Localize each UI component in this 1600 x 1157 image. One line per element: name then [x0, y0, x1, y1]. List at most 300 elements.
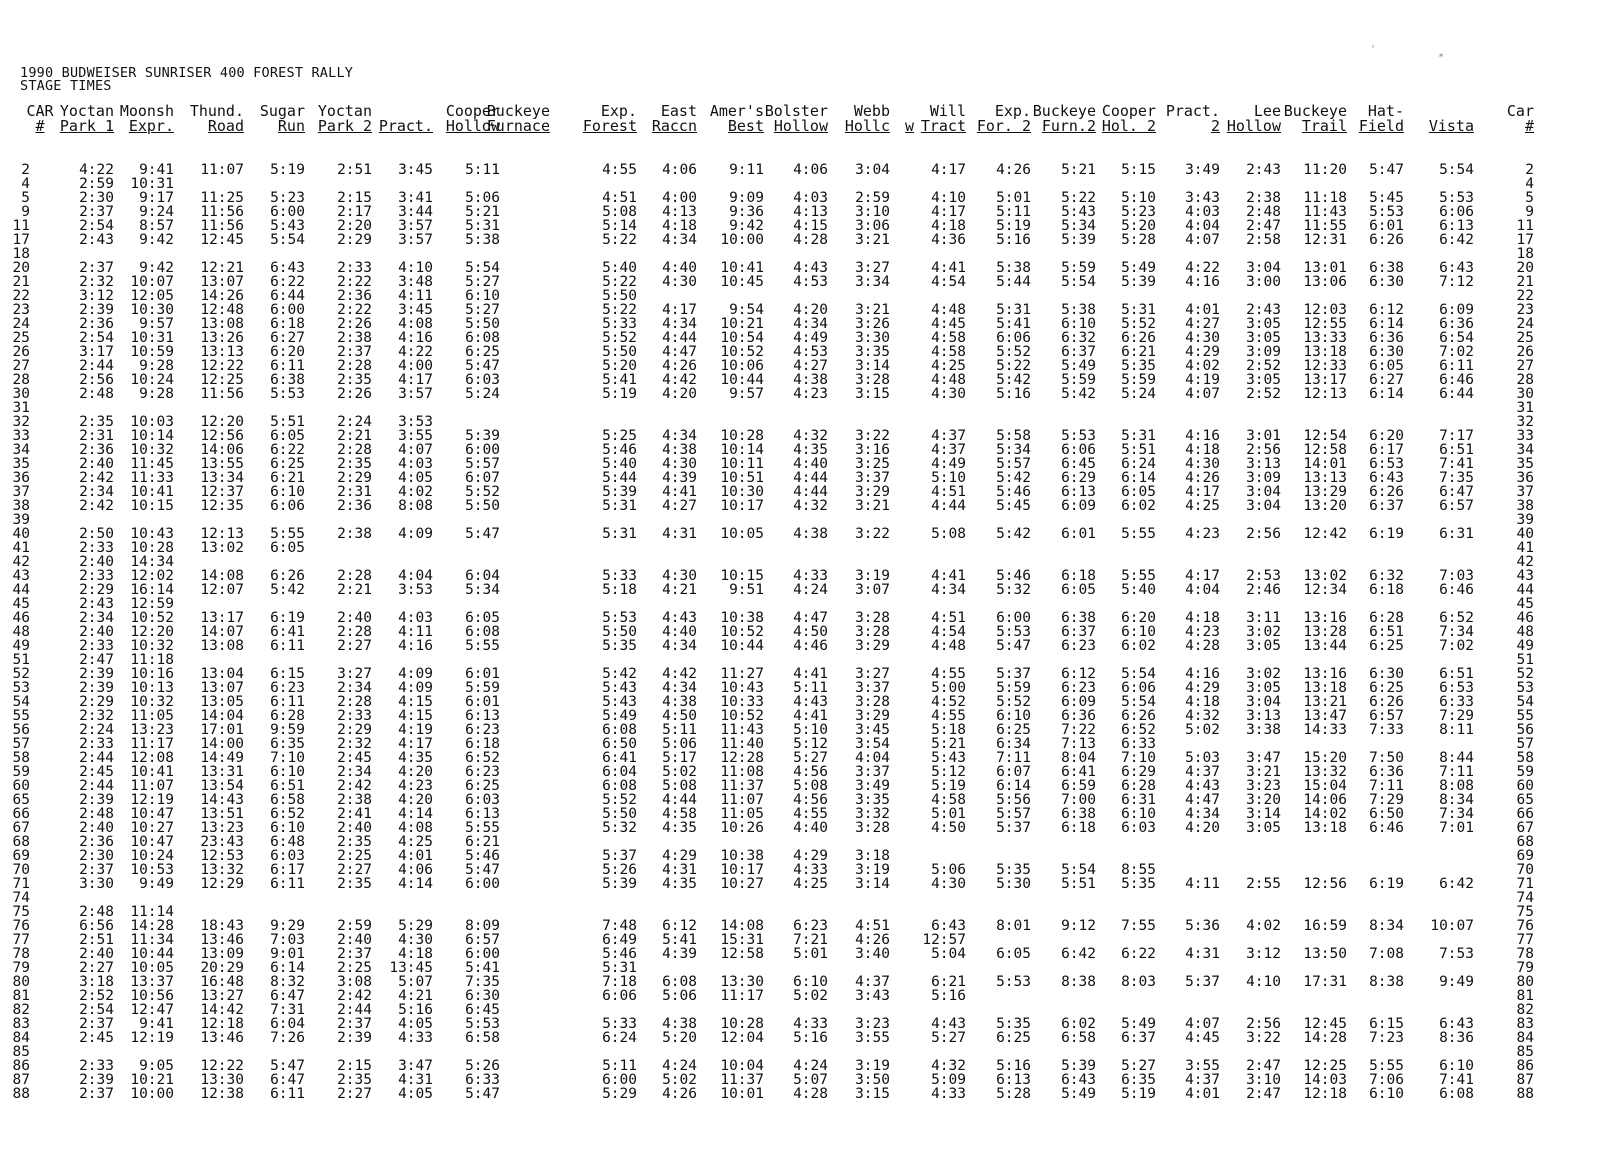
stage-time: 13:20 — [1303, 498, 1347, 514]
stage-time: 2:28 — [337, 358, 372, 374]
stage-time: 2:27 — [337, 638, 372, 654]
stage-time: 2:55 — [1246, 876, 1281, 892]
stage-time: 3:43 — [855, 988, 890, 1004]
car-number: 83 — [12, 1016, 30, 1032]
stage-time: 2:52 — [1246, 358, 1281, 374]
stage-time: 9:09 — [729, 190, 764, 206]
car-number: 33 — [12, 428, 30, 444]
car-number-right: 82 — [1516, 1002, 1534, 1018]
stage-time: 11:18 — [130, 652, 174, 668]
stage-time: 5:23 — [1121, 204, 1156, 220]
stage-time: 5:49 — [1061, 358, 1096, 374]
stage-time: 11:45 — [130, 456, 174, 472]
stage-time: 10:41 — [720, 260, 764, 276]
stage-time: 5:08 — [602, 204, 637, 220]
stage-time: 4:53 — [793, 274, 828, 290]
stage-time: 5:08 — [662, 778, 697, 794]
stage-time: 13:46 — [200, 932, 244, 948]
stage-time: 13:37 — [130, 974, 174, 990]
car-number-right: 46 — [1516, 610, 1534, 626]
stage-time: 3:37 — [855, 470, 890, 486]
stage-time: 6:06 — [1121, 680, 1156, 696]
stage-time: 5:24 — [1121, 386, 1156, 402]
stage-time: 4:51 — [931, 610, 966, 626]
car-number-right: 24 — [1516, 316, 1534, 332]
stage-time: 3:09 — [1246, 344, 1281, 360]
stage-time: 12:02 — [130, 568, 174, 584]
car-number: 4 — [21, 176, 30, 192]
stage-time: 4:28 — [793, 1086, 828, 1102]
stage-time: 10:51 — [720, 470, 764, 486]
stage-time: 2:39 — [79, 666, 114, 682]
stage-time: 4:16 — [398, 638, 433, 654]
stage-time: 5:19 — [1121, 1086, 1156, 1102]
stage-time: 5:51 — [1061, 876, 1096, 892]
stage-time: 4:01 — [1185, 1086, 1220, 1102]
stage-time: 6:20 — [1369, 428, 1404, 444]
stage-time: 12:34 — [1303, 582, 1347, 598]
column-header: Exp. — [600, 102, 637, 120]
stage-time: 5:46 — [465, 848, 500, 864]
stage-time: 5:43 — [1061, 204, 1096, 220]
stage-time: 4:20 — [398, 764, 433, 780]
stage-time: 6:44 — [1439, 386, 1474, 402]
stage-time: 5:35 — [1121, 358, 1156, 374]
stage-time: 6:22 — [270, 274, 305, 290]
stage-time: 4:41 — [662, 484, 697, 500]
stage-time: 5:11 — [465, 162, 500, 178]
car-number-right: 49 — [1516, 638, 1534, 654]
stage-time: 6:42 — [1439, 232, 1474, 248]
stage-time: 13:08 — [200, 316, 244, 332]
car-number: 22 — [12, 288, 30, 304]
stage-time: 4:20 — [1185, 820, 1220, 836]
stage-time: 9:36 — [729, 204, 764, 220]
stage-time: 4:22 — [1185, 260, 1220, 276]
stage-time: 5:39 — [465, 428, 500, 444]
stage-time: 2:35 — [79, 414, 114, 430]
car-number: 30 — [12, 386, 30, 402]
car-number: 77 — [12, 932, 30, 948]
stage-time: 4:16 — [1185, 666, 1220, 682]
stage-time: 5:54 — [1439, 162, 1474, 178]
stage-time: 10:43 — [130, 526, 174, 542]
stage-time: 12:05 — [130, 288, 174, 304]
stage-time: 6:13 — [465, 806, 500, 822]
stage-time: 3:57 — [398, 386, 433, 402]
stage-time: 6:52 — [1439, 610, 1474, 626]
stage-time: 5:28 — [996, 1086, 1031, 1102]
stage-time: 4:34 — [662, 638, 697, 654]
stage-time: 10:16 — [130, 666, 174, 682]
stage-time: 3:28 — [855, 610, 890, 626]
stage-time: 2:36 — [79, 316, 114, 332]
stage-time: 3:30 — [855, 330, 890, 346]
stage-time: 12:42 — [1303, 526, 1347, 542]
stage-time: 6:13 — [996, 1072, 1031, 1088]
stage-time: 10:21 — [130, 1072, 174, 1088]
stage-time: 4:15 — [398, 708, 433, 724]
stage-time: 5:14 — [602, 218, 637, 234]
stage-time: 6:59 — [1061, 778, 1096, 794]
stage-time: 6:07 — [465, 470, 500, 486]
stage-time: 11:17 — [130, 736, 174, 752]
stage-time: 5:42 — [1061, 386, 1096, 402]
stage-time: 11:55 — [1303, 218, 1347, 234]
stage-time: 4:24 — [793, 582, 828, 598]
car-number: 24 — [12, 316, 30, 332]
column-header: Furn.2 — [1041, 117, 1096, 135]
stage-time: 7:48 — [602, 918, 637, 934]
stage-time: 5:55 — [1121, 568, 1156, 584]
stage-time: 6:21 — [1121, 344, 1156, 360]
stage-time: 6:23 — [793, 918, 828, 934]
stage-time: 5:04 — [931, 946, 966, 962]
stage-time: 6:06 — [270, 498, 305, 514]
stage-time: 5:46 — [602, 442, 637, 458]
stage-time: 14:49 — [200, 750, 244, 766]
stage-time: 5:30 — [996, 876, 1031, 892]
stage-time: 3:48 — [398, 274, 433, 290]
stage-time: 4:31 — [398, 1072, 433, 1088]
car-number-right: 28 — [1516, 372, 1534, 388]
stage-time: 6:20 — [1121, 610, 1156, 626]
stage-time: 6:00 — [465, 442, 500, 458]
stage-time: 6:12 — [1369, 302, 1404, 318]
stage-time: 2:43 — [79, 232, 114, 248]
stage-time: 6:10 — [1439, 1058, 1474, 1074]
stage-time: 13:05 — [200, 694, 244, 710]
column-header: w — [905, 117, 915, 135]
stage-time: 5:27 — [465, 274, 500, 290]
stage-time: 3:11 — [1246, 610, 1281, 626]
column-header: Bolster — [764, 102, 828, 120]
stage-time: 6:36 — [1439, 316, 1474, 332]
stage-time: 5:38 — [465, 232, 500, 248]
stage-time: 7:29 — [1369, 792, 1404, 808]
stage-time: 6:19 — [1369, 876, 1404, 892]
car-number-right: 69 — [1516, 848, 1534, 864]
stage-time: 2:54 — [79, 1002, 114, 1018]
stage-time: 4:05 — [398, 1086, 433, 1102]
stage-time: 2:15 — [337, 1058, 372, 1074]
stage-time: 9:28 — [139, 386, 174, 402]
stage-time: 5:12 — [931, 764, 966, 780]
car-number: 78 — [12, 946, 30, 962]
stage-time: 2:42 — [337, 988, 372, 1004]
car-number-right: 60 — [1516, 778, 1534, 794]
stage-time: 2:37 — [79, 1016, 114, 1032]
stage-time: 5:22 — [602, 274, 637, 290]
stage-time: 2:44 — [79, 358, 114, 374]
stage-time: 2:36 — [79, 442, 114, 458]
stage-time: 4:18 — [931, 218, 966, 234]
stage-time: 4:49 — [793, 330, 828, 346]
stage-time: 4:55 — [602, 162, 637, 178]
stage-time: 4:07 — [1185, 386, 1220, 402]
car-number-right: 68 — [1516, 834, 1534, 850]
stage-time: 2:27 — [337, 1086, 372, 1102]
car-number-right: 79 — [1516, 960, 1534, 976]
stage-time: 10:21 — [720, 316, 764, 332]
stage-time: 6:28 — [1121, 778, 1156, 794]
stage-time: 9:42 — [139, 260, 174, 276]
stage-time: 2:17 — [337, 204, 372, 220]
stage-time: 14:42 — [200, 1002, 244, 1018]
stage-time: 5:41 — [465, 960, 500, 976]
car-number: 35 — [12, 456, 30, 472]
car-number: 86 — [12, 1058, 30, 1074]
stage-time: 12:45 — [200, 232, 244, 248]
stage-time: 4:30 — [931, 876, 966, 892]
stage-time: 6:11 — [270, 876, 305, 892]
stage-time: 6:13 — [1061, 484, 1096, 500]
stage-time: 5:18 — [931, 722, 966, 738]
column-header: Thund. — [189, 102, 244, 120]
car-number: 44 — [12, 582, 30, 598]
stage-time: 10:28 — [130, 540, 174, 556]
stage-time: 5:36 — [1185, 918, 1220, 934]
stage-time: 5:08 — [793, 778, 828, 794]
stage-time: 2:27 — [337, 862, 372, 878]
stage-time: 6:37 — [1121, 1030, 1156, 1046]
stage-time: 4:01 — [398, 848, 433, 864]
stage-time: 4:43 — [1185, 778, 1220, 794]
stage-time: 5:34 — [1061, 218, 1096, 234]
stage-time: 5:32 — [996, 582, 1031, 598]
car-number: 59 — [12, 764, 30, 780]
stage-time: 2:37 — [79, 260, 114, 276]
stage-time: 3:27 — [337, 666, 372, 682]
stage-time: 6:43 — [1369, 470, 1404, 486]
stage-time: 6:23 — [1061, 638, 1096, 654]
stage-time: 4:13 — [662, 204, 697, 220]
stage-time: 5:29 — [398, 918, 433, 934]
stage-time: 2:33 — [79, 568, 114, 584]
stage-time: 6:33 — [465, 1072, 500, 1088]
column-header: Buckeye — [1283, 102, 1347, 120]
stage-time: 4:51 — [931, 484, 966, 500]
stage-time: 2:50 — [79, 526, 114, 542]
stage-time: 5:19 — [931, 778, 966, 794]
stage-time: 6:57 — [1369, 708, 1404, 724]
column-header: 2 — [1210, 117, 1220, 135]
stage-time: 5:07 — [793, 1072, 828, 1088]
stage-time: 23:43 — [200, 834, 244, 850]
stage-time: 4:23 — [1185, 624, 1220, 640]
stage-time: 6:10 — [1121, 806, 1156, 822]
stage-time: 5:16 — [996, 232, 1031, 248]
stage-time: 2:44 — [79, 778, 114, 794]
stage-time: 6:29 — [1061, 470, 1096, 486]
stage-time: 13:54 — [200, 778, 244, 794]
stage-time: 14:03 — [1303, 1072, 1347, 1088]
stage-time: 12:33 — [1303, 358, 1347, 374]
stage-time: 2:46 — [1246, 582, 1281, 598]
stage-time: 4:03 — [793, 190, 828, 206]
stage-time: 2:47 — [1246, 1086, 1281, 1102]
stage-time: 3:28 — [855, 694, 890, 710]
stage-time: 5:54 — [1061, 862, 1096, 878]
column-header: Park 2 — [317, 117, 372, 135]
stage-time: 3:29 — [855, 484, 890, 500]
stage-time: 4:30 — [662, 456, 697, 472]
stage-time: 10:52 — [720, 624, 764, 640]
stage-time: 2:30 — [79, 848, 114, 864]
car-number-right: 31 — [1516, 400, 1534, 416]
stage-time: 2:30 — [79, 190, 114, 206]
stage-time: 7:35 — [1439, 470, 1474, 486]
stage-time: 3:30 — [79, 876, 114, 892]
column-header: Buckeye — [486, 102, 550, 120]
stage-time: 3:21 — [855, 498, 890, 514]
car-number-right: 30 — [1516, 386, 1534, 402]
stage-time: 5:41 — [996, 316, 1031, 332]
stage-time: 6:01 — [1369, 218, 1404, 234]
stage-time: 7:11 — [996, 750, 1031, 766]
stage-time: 9:24 — [139, 204, 174, 220]
stage-time: 12:38 — [200, 1086, 244, 1102]
car-number: 21 — [12, 274, 30, 290]
stage-time: 5:16 — [793, 1030, 828, 1046]
stage-time: 6:10 — [1369, 1086, 1404, 1102]
stage-time: 13:07 — [200, 274, 244, 290]
stage-time: 4:49 — [931, 456, 966, 472]
stage-time: 14:02 — [1303, 806, 1347, 822]
car-number-right: 67 — [1516, 820, 1534, 836]
car-number-right: 80 — [1516, 974, 1534, 990]
stage-time: 4:58 — [931, 344, 966, 360]
stage-time: 5:46 — [996, 484, 1031, 500]
stage-time: 6:44 — [270, 288, 305, 304]
car-number-right: 53 — [1516, 680, 1534, 696]
stage-time: 13:26 — [200, 330, 244, 346]
stage-time: 10:54 — [720, 330, 764, 346]
stage-time: 2:42 — [337, 778, 372, 794]
stage-time: 5:18 — [602, 582, 637, 598]
stage-time: 3:21 — [855, 232, 890, 248]
stage-time: 2:32 — [337, 736, 372, 752]
stage-time: 6:25 — [465, 778, 500, 794]
car-number-right: 71 — [1516, 876, 1534, 892]
stage-time: 3:04 — [1246, 484, 1281, 500]
stage-time: 2:24 — [337, 414, 372, 430]
stage-time: 6:10 — [270, 764, 305, 780]
stage-time: 6:46 — [1439, 372, 1474, 388]
stage-time: 6:25 — [270, 456, 305, 472]
stage-time: 6:00 — [465, 876, 500, 892]
stage-time: 3:01 — [1246, 428, 1281, 444]
stage-time: 5:47 — [1369, 162, 1404, 178]
stage-time: 2:37 — [337, 946, 372, 962]
stage-time: 2:41 — [337, 806, 372, 822]
stage-time: 2:22 — [337, 302, 372, 318]
stage-time: 6:27 — [270, 330, 305, 346]
stage-time: 10:28 — [720, 1016, 764, 1032]
stage-time: 6:32 — [1369, 568, 1404, 584]
column-header: Furnace — [486, 117, 550, 135]
stage-time: 4:02 — [1185, 358, 1220, 374]
column-header: Raccn — [651, 117, 697, 135]
stage-time: 10:11 — [720, 456, 764, 472]
car-number: 17 — [12, 232, 30, 248]
stage-time: 4:39 — [662, 946, 697, 962]
stage-time: 13:45 — [389, 960, 433, 976]
car-number: 70 — [12, 862, 30, 878]
car-number-right: 81 — [1516, 988, 1534, 1004]
stage-time: 5:54 — [1121, 666, 1156, 682]
car-number: 81 — [12, 988, 30, 1004]
car-number: 60 — [12, 778, 30, 794]
stage-time: 2:15 — [337, 190, 372, 206]
stage-time: 3:19 — [855, 1058, 890, 1074]
stage-time: 5:31 — [996, 302, 1031, 318]
stage-time: 2:56 — [1246, 442, 1281, 458]
stage-time: 15:04 — [1303, 778, 1347, 794]
stage-time: 6:25 — [1369, 680, 1404, 696]
stage-time: 5:26 — [465, 1058, 500, 1074]
stage-time: 6:05 — [1121, 484, 1156, 500]
stage-time: 8:03 — [1121, 974, 1156, 990]
stage-time: 3:25 — [855, 456, 890, 472]
stage-time: 4:40 — [662, 260, 697, 276]
stage-time: 6:27 — [1369, 372, 1404, 388]
stage-time: 2:28 — [337, 694, 372, 710]
column-header: Vista — [1428, 117, 1474, 135]
stage-time: 13:51 — [200, 806, 244, 822]
stage-time: 4:04 — [1185, 582, 1220, 598]
stage-time: 5:31 — [602, 526, 637, 542]
stage-time: 3:53 — [398, 414, 433, 430]
stage-time: 3:14 — [1246, 806, 1281, 822]
stage-time: 2:31 — [79, 428, 114, 444]
car-number-right: 18 — [1516, 246, 1534, 262]
stage-time: 2:56 — [1246, 526, 1281, 542]
stage-time: 12:56 — [1303, 876, 1347, 892]
stage-time: 12:31 — [1303, 232, 1347, 248]
stage-time: 2:21 — [337, 428, 372, 444]
stage-time: 4:20 — [793, 302, 828, 318]
stage-time: 11:43 — [1303, 204, 1347, 220]
stage-time: 6:34 — [996, 736, 1031, 752]
stage-time: 2:29 — [337, 722, 372, 738]
car-number: 84 — [12, 1030, 30, 1046]
stage-time: 5:49 — [1121, 260, 1156, 276]
stage-time: 5:59 — [1061, 372, 1096, 388]
stage-time: 6:08 — [602, 778, 637, 794]
stage-time: 12:13 — [200, 526, 244, 542]
stage-time: 10:41 — [130, 484, 174, 500]
stage-time: 6:53 — [1439, 680, 1474, 696]
stage-time: 5:12 — [793, 736, 828, 752]
stage-time: 6:43 — [1061, 1072, 1096, 1088]
stage-time: 2:59 — [855, 190, 890, 206]
stage-time: 7:01 — [1439, 820, 1474, 836]
column-header: Hollow — [1226, 117, 1281, 135]
car-number-right: 65 — [1516, 792, 1534, 808]
stage-time: 5:53 — [996, 974, 1031, 990]
stage-time: 4:11 — [1185, 876, 1220, 892]
stage-time: 6:12 — [1061, 666, 1096, 682]
stage-time: 13:27 — [200, 988, 244, 1004]
stage-time: 4:10 — [398, 260, 433, 276]
stage-time: 2:38 — [337, 330, 372, 346]
car-number: 52 — [12, 666, 30, 682]
stage-time: 12:58 — [1303, 442, 1347, 458]
stage-time: 7:10 — [1121, 750, 1156, 766]
stage-time: 12:48 — [200, 302, 244, 318]
stage-time: 6:41 — [270, 624, 305, 640]
